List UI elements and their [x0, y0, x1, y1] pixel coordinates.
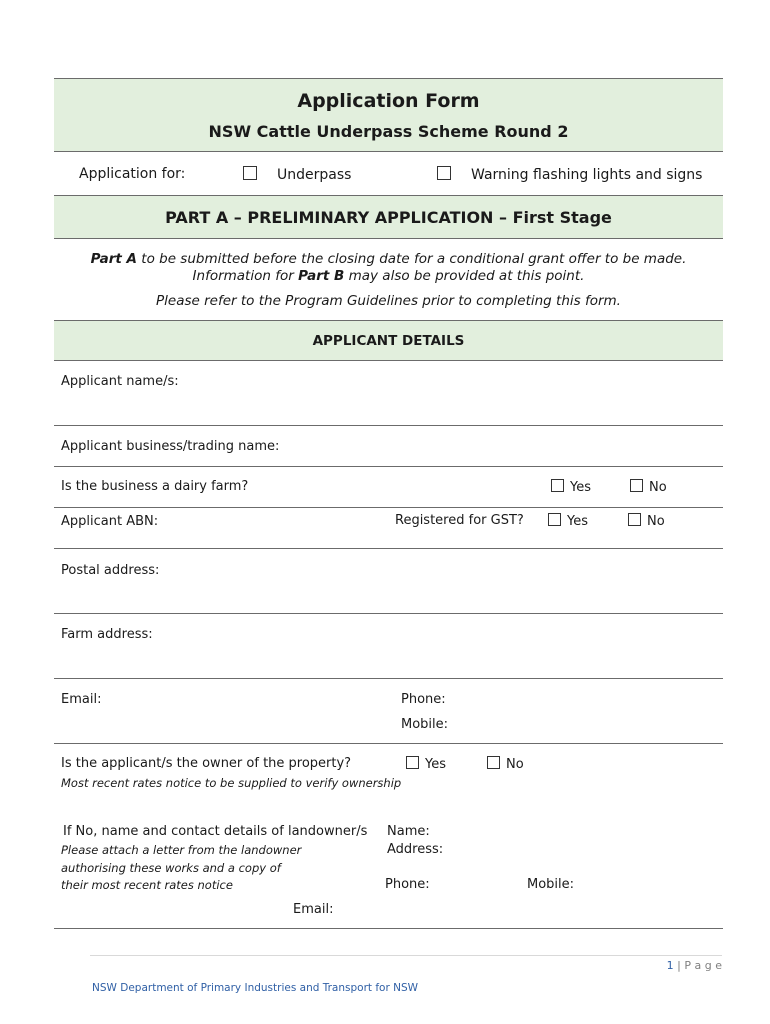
- mobile-field[interactable]: [450, 713, 720, 735]
- rule: [54, 425, 723, 426]
- landowner-name-label: Name:: [387, 824, 430, 839]
- owner-yes-label: Yes: [425, 757, 446, 772]
- rule: [54, 151, 723, 152]
- abn-label: Applicant ABN:: [61, 514, 159, 529]
- form-subtitle: NSW Cattle Underpass Scheme Round 2: [208, 122, 569, 141]
- dairy-farm-label: Is the business a dairy farm?: [61, 479, 249, 494]
- rule: [54, 613, 723, 614]
- farm-address-label: Farm address:: [61, 627, 153, 642]
- owner-yes-checkbox[interactable]: [406, 756, 419, 769]
- postal-address-label: Postal address:: [61, 563, 160, 578]
- gst-yes-checkbox[interactable]: [548, 513, 561, 526]
- part-a-heading: PART A – PRELIMINARY APPLICATION – First Stage: [165, 208, 612, 227]
- rule: [54, 360, 723, 361]
- gst-no-checkbox[interactable]: [628, 513, 641, 526]
- dairy-yes-checkbox[interactable]: [551, 479, 564, 492]
- farm-address-field[interactable]: [60, 645, 720, 675]
- email-field[interactable]: [110, 688, 390, 738]
- dairy-yes-option[interactable]: [551, 479, 591, 495]
- dairy-no-option[interactable]: [630, 479, 667, 495]
- page-number: 1: [666, 959, 674, 972]
- landowner-name-field[interactable]: [432, 820, 720, 840]
- warning-lights-label: Warning flashing lights and signs: [471, 167, 703, 183]
- gst-no-option[interactable]: [628, 513, 665, 529]
- application-for-label: Application for:: [79, 166, 186, 182]
- landowner-address-field[interactable]: [446, 838, 720, 874]
- gst-yes-option[interactable]: [548, 513, 588, 529]
- landowner-email-field[interactable]: [338, 898, 720, 920]
- owner-question-label: Is the applicant/s the owner of the property?: [61, 756, 352, 771]
- rule: [54, 548, 723, 549]
- option-warning-lights[interactable]: [437, 166, 702, 183]
- page-number-block: [560, 959, 722, 972]
- owner-no-checkbox[interactable]: [487, 756, 500, 769]
- abn-field[interactable]: [160, 510, 380, 534]
- dairy-no-checkbox[interactable]: [630, 479, 643, 492]
- business-name-label: Applicant business/trading name:: [61, 439, 280, 454]
- part-a-line2-text: may also be provided at this point.: [344, 268, 585, 284]
- phone-label: Phone:: [401, 692, 446, 707]
- rule: [54, 928, 723, 929]
- landowner-mobile-label: Mobile:: [527, 877, 575, 892]
- form-title: Application Form: [297, 90, 480, 112]
- part-a-instruction-2: [54, 268, 723, 284]
- dairy-no-label: No: [649, 480, 667, 495]
- landowner-label: If No, name and contact details of landowner/s: [63, 824, 368, 839]
- underpass-label: Underpass: [277, 167, 352, 183]
- applicant-names-field[interactable]: [60, 392, 720, 422]
- landowner-note-2: authorising these works and a copy of: [61, 861, 281, 875]
- owner-yes-option[interactable]: [406, 756, 446, 772]
- part-a-instruction-1: [54, 251, 723, 267]
- landowner-phone-field[interactable]: [434, 873, 520, 893]
- owner-no-label: No: [506, 757, 524, 772]
- footer-rule: [90, 955, 722, 956]
- email-label: Email:: [61, 692, 102, 707]
- gst-label: Registered for GST?: [395, 513, 524, 528]
- gst-no-label: No: [647, 514, 665, 529]
- rule: [54, 743, 723, 744]
- applicant-details-heading: APPLICANT DETAILS: [312, 333, 465, 349]
- warning-lights-checkbox[interactable]: [437, 166, 451, 180]
- footer-org: NSW Department of Primary Industries and Transport for NSW: [92, 982, 419, 994]
- landowner-note-3: their most recent rates notice: [61, 878, 233, 892]
- mobile-label: Mobile:: [401, 717, 449, 732]
- rule: [54, 466, 723, 467]
- landowner-note-1: Please attach a letter from the landowner: [61, 843, 302, 857]
- applicant-names-label: Applicant name/s:: [61, 374, 179, 389]
- dairy-yes-label: Yes: [570, 480, 591, 495]
- landowner-email-label: Email:: [293, 902, 334, 917]
- phone-field[interactable]: [450, 688, 720, 710]
- option-underpass[interactable]: [243, 166, 351, 183]
- business-name-field[interactable]: [280, 436, 720, 462]
- gst-yes-label: Yes: [567, 514, 588, 529]
- part-b-bold: Part B: [298, 268, 345, 284]
- page-word: | P a g e: [677, 959, 722, 972]
- part-a-line2-pre: Information for: [192, 268, 299, 284]
- owner-no-option[interactable]: [487, 756, 524, 772]
- part-a-bold: Part A: [90, 251, 137, 267]
- part-a-instruction-3: Please refer to the Program Guidelines prior to completing this form.: [156, 293, 621, 309]
- rule: [54, 678, 723, 679]
- landowner-address-label: Address:: [387, 842, 444, 857]
- rule: [54, 238, 723, 239]
- owner-note: Most recent rates notice to be supplied to verify ownership: [61, 776, 402, 790]
- landowner-phone-label: Phone:: [385, 877, 430, 892]
- rule: [54, 507, 723, 508]
- part-a-line1-text: to be submitted before the closing date for a conditional grant offer to be made.: [137, 251, 687, 267]
- underpass-checkbox[interactable]: [243, 166, 257, 180]
- postal-address-field[interactable]: [60, 580, 720, 610]
- landowner-mobile-field[interactable]: [578, 873, 720, 893]
